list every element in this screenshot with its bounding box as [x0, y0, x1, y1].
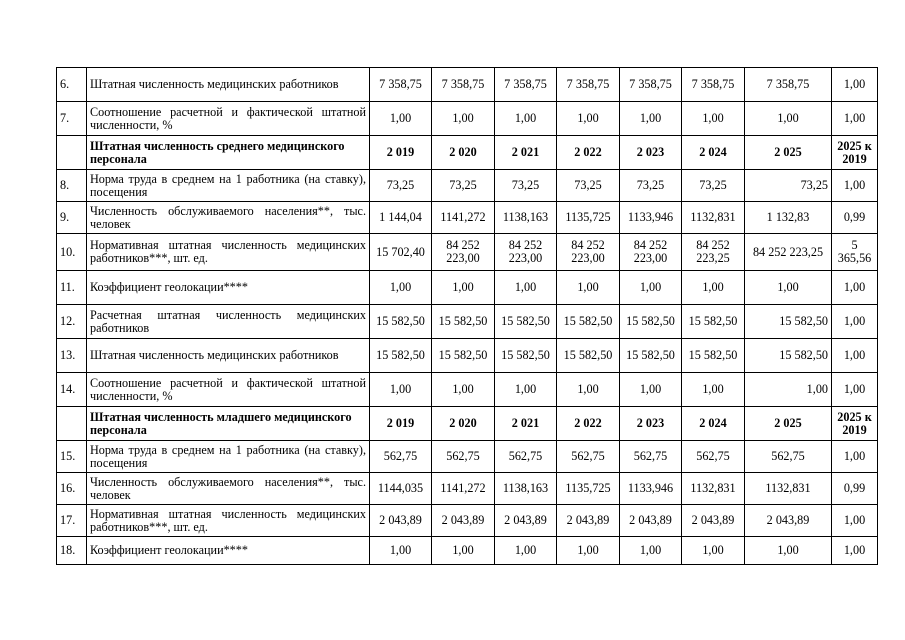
row-label: Коэффициент геолокации****	[87, 537, 370, 565]
cell-2020: 84 252 223,00	[432, 234, 495, 271]
table-row	[57, 339, 878, 373]
cell-2025: 562,75	[745, 441, 832, 473]
cell-2025: 84 252 223,25	[745, 234, 832, 271]
table-row	[57, 473, 878, 505]
row-label: Численность обслуживаемого населения**, тыс. человек	[87, 473, 370, 505]
cell-2023: 15 582,50	[620, 305, 682, 339]
row-label: Норма труда в среднем на 1 работника (на ставку), посещения	[87, 170, 370, 202]
cell-ratio: 1,00	[832, 505, 878, 537]
cell-2019: 1,00	[370, 102, 432, 136]
row-number: 7.	[57, 102, 87, 136]
cell-2025: 1 132,83	[745, 202, 832, 234]
cell-2020: 1,00	[432, 537, 495, 565]
table-row	[57, 234, 878, 271]
cell-2019: 1,00	[370, 271, 432, 305]
cell-2025: 1,00	[745, 271, 832, 305]
cell-2024: 1132,831	[682, 202, 745, 234]
cell-2022: 562,75	[557, 441, 620, 473]
cell-2025: 15 582,50	[745, 305, 832, 339]
row-number: 18.	[57, 537, 87, 565]
year-header: 2 024	[682, 136, 745, 170]
cell-2020: 1,00	[432, 102, 495, 136]
cell-2023: 1,00	[620, 102, 682, 136]
table-row	[57, 441, 878, 473]
row-number: 8.	[57, 170, 87, 202]
cell-2022: 84 252 223,00	[557, 234, 620, 271]
cell-2023: 1133,946	[620, 473, 682, 505]
cell-2020: 15 582,50	[432, 305, 495, 339]
cell-2019: 15 582,50	[370, 305, 432, 339]
cell-2024: 1,00	[682, 271, 745, 305]
cell-ratio: 1,00	[832, 68, 878, 102]
year-header: 2 020	[432, 407, 495, 441]
table-row	[57, 505, 878, 537]
cell-2025: 7 358,75	[745, 68, 832, 102]
year-header: 2 019	[370, 407, 432, 441]
cell-2024: 84 252 223,25	[682, 234, 745, 271]
year-header: 2 022	[557, 407, 620, 441]
row-number: 6.	[57, 68, 87, 102]
ratio-header: 2025 к 2019	[832, 136, 878, 170]
cell-2020: 1,00	[432, 373, 495, 407]
row-number: 17.	[57, 505, 87, 537]
cell-2020: 1141,272	[432, 473, 495, 505]
row-label: Нормативная штатная численность медицинских работников***, шт. ед.	[87, 505, 370, 537]
cell-ratio: 0,99	[832, 202, 878, 234]
section-title: Штатная численность младшего медицинского персонала	[87, 407, 370, 441]
year-header: 2 024	[682, 407, 745, 441]
section-header-row	[57, 407, 878, 441]
cell-2020: 7 358,75	[432, 68, 495, 102]
ratio-header: 2025 к 2019	[832, 407, 878, 441]
cell-2021: 15 582,50	[495, 305, 557, 339]
cell-2019: 1 144,04	[370, 202, 432, 234]
row-label: Соотношение расчетной и фактической штатной численности, %	[87, 102, 370, 136]
cell-2019: 2 043,89	[370, 505, 432, 537]
cell-2024: 1132,831	[682, 473, 745, 505]
cell-ratio: 1,00	[832, 441, 878, 473]
cell-2019: 1,00	[370, 537, 432, 565]
section-header-row	[57, 136, 878, 170]
table-row	[57, 202, 878, 234]
row-label: Нормативная штатная численность медицинских работников***, шт. ед.	[87, 234, 370, 271]
row-number: 14.	[57, 373, 87, 407]
table-row	[57, 170, 878, 202]
cell-2023: 1,00	[620, 271, 682, 305]
cell-2021: 1,00	[495, 373, 557, 407]
row-label: Штатная численность медицинских работников	[87, 339, 370, 373]
cell-2023: 1133,946	[620, 202, 682, 234]
table-row	[57, 537, 878, 565]
cell-2022: 1,00	[557, 373, 620, 407]
cell-2021: 2 043,89	[495, 505, 557, 537]
cell-2021: 7 358,75	[495, 68, 557, 102]
cell-2022: 15 582,50	[557, 305, 620, 339]
cell-2024: 1,00	[682, 373, 745, 407]
row-number: 12.	[57, 305, 87, 339]
cell-2021: 1,00	[495, 102, 557, 136]
cell-2022: 2 043,89	[557, 505, 620, 537]
table-row	[57, 305, 878, 339]
year-header: 2 025	[745, 407, 832, 441]
cell-ratio: 1,00	[832, 170, 878, 202]
cell-2020: 15 582,50	[432, 339, 495, 373]
cell-2019: 7 358,75	[370, 68, 432, 102]
cell-2023: 2 043,89	[620, 505, 682, 537]
row-label: Норма труда в среднем на 1 работника (на ставку), посещения	[87, 441, 370, 473]
cell-2021: 84 252 223,00	[495, 234, 557, 271]
cell-2025: 1,00	[745, 102, 832, 136]
cell-ratio: 1,00	[832, 305, 878, 339]
cell-2024: 15 582,50	[682, 305, 745, 339]
table-row	[57, 102, 878, 136]
cell-ratio: 1,00	[832, 271, 878, 305]
cell-2023: 562,75	[620, 441, 682, 473]
cell-2019: 15 702,40	[370, 234, 432, 271]
year-header: 2 020	[432, 136, 495, 170]
cell-2022: 15 582,50	[557, 339, 620, 373]
year-header: 2 021	[495, 136, 557, 170]
cell-2024: 73,25	[682, 170, 745, 202]
cell-2021: 1138,163	[495, 202, 557, 234]
cell-2024: 562,75	[682, 441, 745, 473]
cell-2023: 84 252 223,00	[620, 234, 682, 271]
year-header: 2 021	[495, 407, 557, 441]
cell-2021: 1138,163	[495, 473, 557, 505]
row-number: 9.	[57, 202, 87, 234]
cell-2019: 73,25	[370, 170, 432, 202]
cell-2020: 73,25	[432, 170, 495, 202]
cell-ratio: 1,00	[832, 373, 878, 407]
cell-2022: 1135,725	[557, 202, 620, 234]
cell-2022: 7 358,75	[557, 68, 620, 102]
cell-2023: 1,00	[620, 373, 682, 407]
table-row	[57, 68, 878, 102]
year-header: 2 023	[620, 136, 682, 170]
cell-2023: 15 582,50	[620, 339, 682, 373]
row-number	[57, 407, 87, 441]
cell-2020: 1,00	[432, 271, 495, 305]
cell-2024: 15 582,50	[682, 339, 745, 373]
row-number: 16.	[57, 473, 87, 505]
cell-2022: 73,25	[557, 170, 620, 202]
row-number: 10.	[57, 234, 87, 271]
table-row	[57, 271, 878, 305]
cell-2019: 15 582,50	[370, 339, 432, 373]
cell-2021: 562,75	[495, 441, 557, 473]
row-label: Коэффициент геолокации****	[87, 271, 370, 305]
row-number: 11.	[57, 271, 87, 305]
cell-2022: 1,00	[557, 271, 620, 305]
cell-2024: 1,00	[682, 102, 745, 136]
row-label: Расчетная штатная численность медицинских работников	[87, 305, 370, 339]
row-number: 13.	[57, 339, 87, 373]
year-header: 2 019	[370, 136, 432, 170]
table-row	[57, 373, 878, 407]
row-label: Соотношение расчетной и фактической штатной численности, %	[87, 373, 370, 407]
year-header: 2 022	[557, 136, 620, 170]
cell-2025: 1,00	[745, 537, 832, 565]
row-number: 15.	[57, 441, 87, 473]
cell-2025: 1,00	[745, 373, 832, 407]
row-label: Численность обслуживаемого населения**, тыс. человек	[87, 202, 370, 234]
cell-ratio: 1,00	[832, 537, 878, 565]
cell-2024: 1,00	[682, 537, 745, 565]
cell-2021: 1,00	[495, 271, 557, 305]
section-title: Штатная численность среднего медицинского персонала	[87, 136, 370, 170]
row-number	[57, 136, 87, 170]
cell-2019: 1144,035	[370, 473, 432, 505]
cell-2023: 7 358,75	[620, 68, 682, 102]
cell-2020: 1141,272	[432, 202, 495, 234]
cell-2022: 1135,725	[557, 473, 620, 505]
cell-ratio: 1,00	[832, 339, 878, 373]
cell-2023: 73,25	[620, 170, 682, 202]
cell-2021: 73,25	[495, 170, 557, 202]
cell-2020: 2 043,89	[432, 505, 495, 537]
cell-2020: 562,75	[432, 441, 495, 473]
cell-2025: 73,25	[745, 170, 832, 202]
cell-2019: 1,00	[370, 373, 432, 407]
cell-2021: 15 582,50	[495, 339, 557, 373]
cell-2025: 1132,831	[745, 473, 832, 505]
cell-2021: 1,00	[495, 537, 557, 565]
cell-2019: 562,75	[370, 441, 432, 473]
cell-ratio: 0,99	[832, 473, 878, 505]
cell-ratio: 5 365,56	[832, 234, 878, 271]
staffing-table	[56, 67, 878, 565]
year-header: 2 025	[745, 136, 832, 170]
row-label: Штатная численность медицинских работников	[87, 68, 370, 102]
cell-2024: 2 043,89	[682, 505, 745, 537]
cell-2022: 1,00	[557, 102, 620, 136]
cell-2024: 7 358,75	[682, 68, 745, 102]
cell-2022: 1,00	[557, 537, 620, 565]
cell-2023: 1,00	[620, 537, 682, 565]
cell-2025: 15 582,50	[745, 339, 832, 373]
year-header: 2 023	[620, 407, 682, 441]
cell-ratio: 1,00	[832, 102, 878, 136]
cell-2025: 2 043,89	[745, 505, 832, 537]
